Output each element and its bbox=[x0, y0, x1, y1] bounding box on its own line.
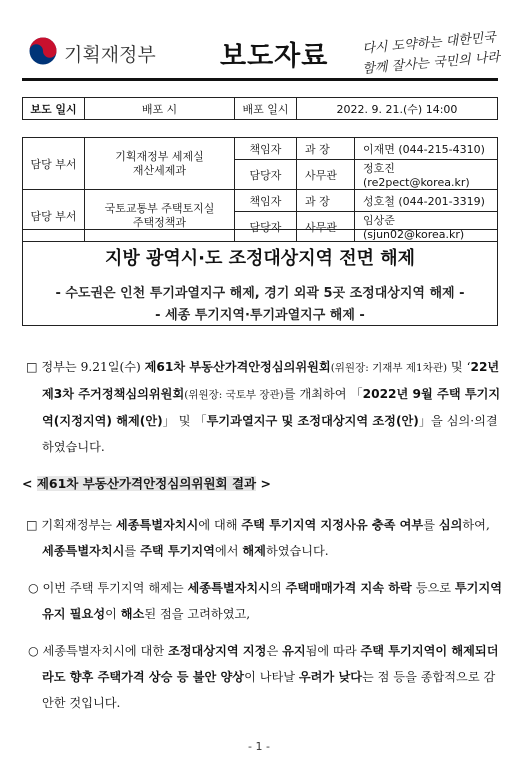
bold-text: 세종특별자치시 bbox=[42, 544, 125, 558]
dept-name: 기획재정부 세제실 재산세제과 bbox=[85, 138, 235, 190]
text: 는 점 등을 종합적으로 감안한 것입니다. bbox=[42, 670, 496, 710]
section-label: 제61차 부동산가격안정심의위원회 결과 bbox=[36, 476, 257, 491]
contact-name: 임상준 (sjun02@korea.kr) bbox=[355, 212, 498, 242]
bold-text: 해제 bbox=[242, 544, 266, 558]
dept-label: 담당 부서 bbox=[23, 138, 85, 190]
bold-text: 주택매매가격 지속 하락 bbox=[285, 581, 412, 595]
text: 등으로 bbox=[411, 581, 455, 595]
text: 이번 주택 투기지역 해제는 bbox=[42, 581, 188, 595]
contacts-table bbox=[22, 137, 498, 242]
text: (위원장: 국토부 장관) bbox=[184, 389, 284, 401]
contact-title: 과 장 bbox=[297, 138, 355, 160]
text: 」 및 「 bbox=[162, 414, 207, 428]
text: 됨에 따라 bbox=[305, 644, 361, 658]
section-heading bbox=[22, 474, 271, 492]
text: 은 bbox=[266, 644, 283, 658]
government-slogan bbox=[362, 26, 502, 76]
text: 하여, bbox=[462, 518, 490, 532]
text: 기획재정부는 bbox=[41, 518, 116, 532]
circle-bullet: ○ bbox=[28, 581, 39, 595]
square-bullet: □ bbox=[26, 518, 38, 532]
contact-role: 책임자 bbox=[235, 138, 297, 160]
bold-text: 주택 투기지역 지정사유 충족 여부 bbox=[241, 518, 424, 532]
paragraph-reason-2 bbox=[28, 638, 504, 716]
dept-name: 국토교통부 주택토지실 주택정책과 bbox=[85, 190, 235, 242]
text: 및 ‘ bbox=[447, 360, 471, 374]
table-row bbox=[23, 138, 498, 160]
square-bullet: □ bbox=[26, 360, 38, 374]
bold-text: 해소 bbox=[120, 607, 145, 621]
text: 세종특별자치시에 대한 bbox=[42, 644, 168, 658]
table-row bbox=[23, 190, 498, 212]
ministry-logo-text: 기획재정부 bbox=[64, 44, 156, 66]
text: < bbox=[22, 476, 37, 491]
page-number: - 1 - bbox=[248, 740, 270, 753]
text: 에서 bbox=[214, 544, 243, 558]
bold-text: 제61차 부동산가격안정심의위원회 bbox=[144, 360, 331, 374]
text: 를 bbox=[423, 518, 439, 532]
release-time-table bbox=[22, 97, 498, 120]
contact-title: 사무관 bbox=[297, 212, 355, 242]
bold-text: 유지 bbox=[282, 644, 306, 658]
paragraph-sejong bbox=[26, 512, 504, 564]
bold-text: 주택 투기지역이 해제되더라도 향후 주택가격 상승 등 불안 양상 bbox=[42, 644, 499, 684]
paragraph-reason-1 bbox=[28, 575, 504, 627]
text: 에 대해 bbox=[198, 518, 242, 532]
bold-text: 투기지역 유지 필요성 bbox=[42, 581, 502, 621]
text: (위원장: 기재부 제1차관) bbox=[330, 362, 448, 374]
subheadline-2: - 세종 투기지역·투기과열지구 해제 - bbox=[155, 308, 365, 323]
contact-role: 담당자 bbox=[235, 160, 297, 190]
circle-bullet: ○ bbox=[28, 644, 39, 658]
paragraph-intro bbox=[26, 354, 504, 460]
text: 정부는 9.21일(수) bbox=[41, 360, 145, 374]
bold-text: 투기과열지구 및 조정대상지역 조정(안) bbox=[206, 414, 419, 428]
contact-name: 이재면 (044-215-4310) bbox=[355, 138, 498, 160]
text: 이 bbox=[105, 607, 121, 621]
bold-text: 세종특별자치시 bbox=[115, 518, 199, 532]
text: 이 나타날 bbox=[244, 670, 299, 684]
text: 의 bbox=[269, 581, 286, 595]
taegeuk-emblem-icon bbox=[28, 36, 58, 66]
press-release-title: 보도자료 bbox=[220, 41, 329, 72]
release-value: 배포 시 bbox=[85, 98, 235, 120]
header-divider bbox=[22, 78, 498, 81]
subheadline-1: - 수도권은 인천 투기과열지구 해제, 경기 외곽 5곳 조정대상지역 해제 - bbox=[55, 286, 465, 301]
release-label: 보도 일시 bbox=[23, 98, 85, 120]
bold-text: 심의 bbox=[438, 518, 463, 532]
document-header bbox=[22, 24, 501, 78]
headline-box bbox=[22, 229, 498, 326]
contact-title: 사무관 bbox=[297, 160, 355, 190]
bold-text: 우려가 낮다 bbox=[298, 670, 363, 684]
bold-text: 2022년 9월 주택 투기지역(지정지역) 해제(안) bbox=[42, 387, 501, 428]
bold-text: 조정대상지역 지정 bbox=[168, 644, 267, 658]
slogan-line-2: 함께 잘사는 국민의 나라 bbox=[361, 50, 501, 77]
text: 를 bbox=[124, 544, 141, 558]
contact-role: 책임자 bbox=[235, 190, 297, 212]
dept-label: 담당 부서 bbox=[23, 190, 85, 242]
contact-name: 정호진 (re2pect@korea.kr) bbox=[355, 160, 498, 190]
text: 를 개최하여 「 bbox=[283, 387, 363, 401]
headline: 지방 광역시·도 조정대상지역 전면 해제 bbox=[104, 248, 416, 269]
contact-title: 과 장 bbox=[297, 190, 355, 212]
text: 된 점을 고려하였고, bbox=[144, 607, 251, 621]
distribution-label: 배포 일시 bbox=[235, 98, 297, 120]
bold-text: 세종특별자치시 bbox=[187, 581, 270, 595]
distribution-value: 2022. 9. 21.(수) 14:00 bbox=[297, 98, 498, 120]
bold-text: 주택 투기지역 bbox=[140, 544, 215, 558]
slogan-line-1: 다시 도약하는 대한민국 bbox=[361, 30, 497, 57]
contact-name: 성호철 (044-201-3319) bbox=[355, 190, 498, 212]
text: 하였습니다. bbox=[265, 544, 329, 558]
text: 」을 심의·의결하였습니다. bbox=[42, 414, 498, 454]
text: > bbox=[256, 476, 271, 491]
bold-text: 22년 제3차 주거정책심의위원회 bbox=[42, 360, 500, 401]
contact-role: 담당자 bbox=[235, 212, 297, 242]
